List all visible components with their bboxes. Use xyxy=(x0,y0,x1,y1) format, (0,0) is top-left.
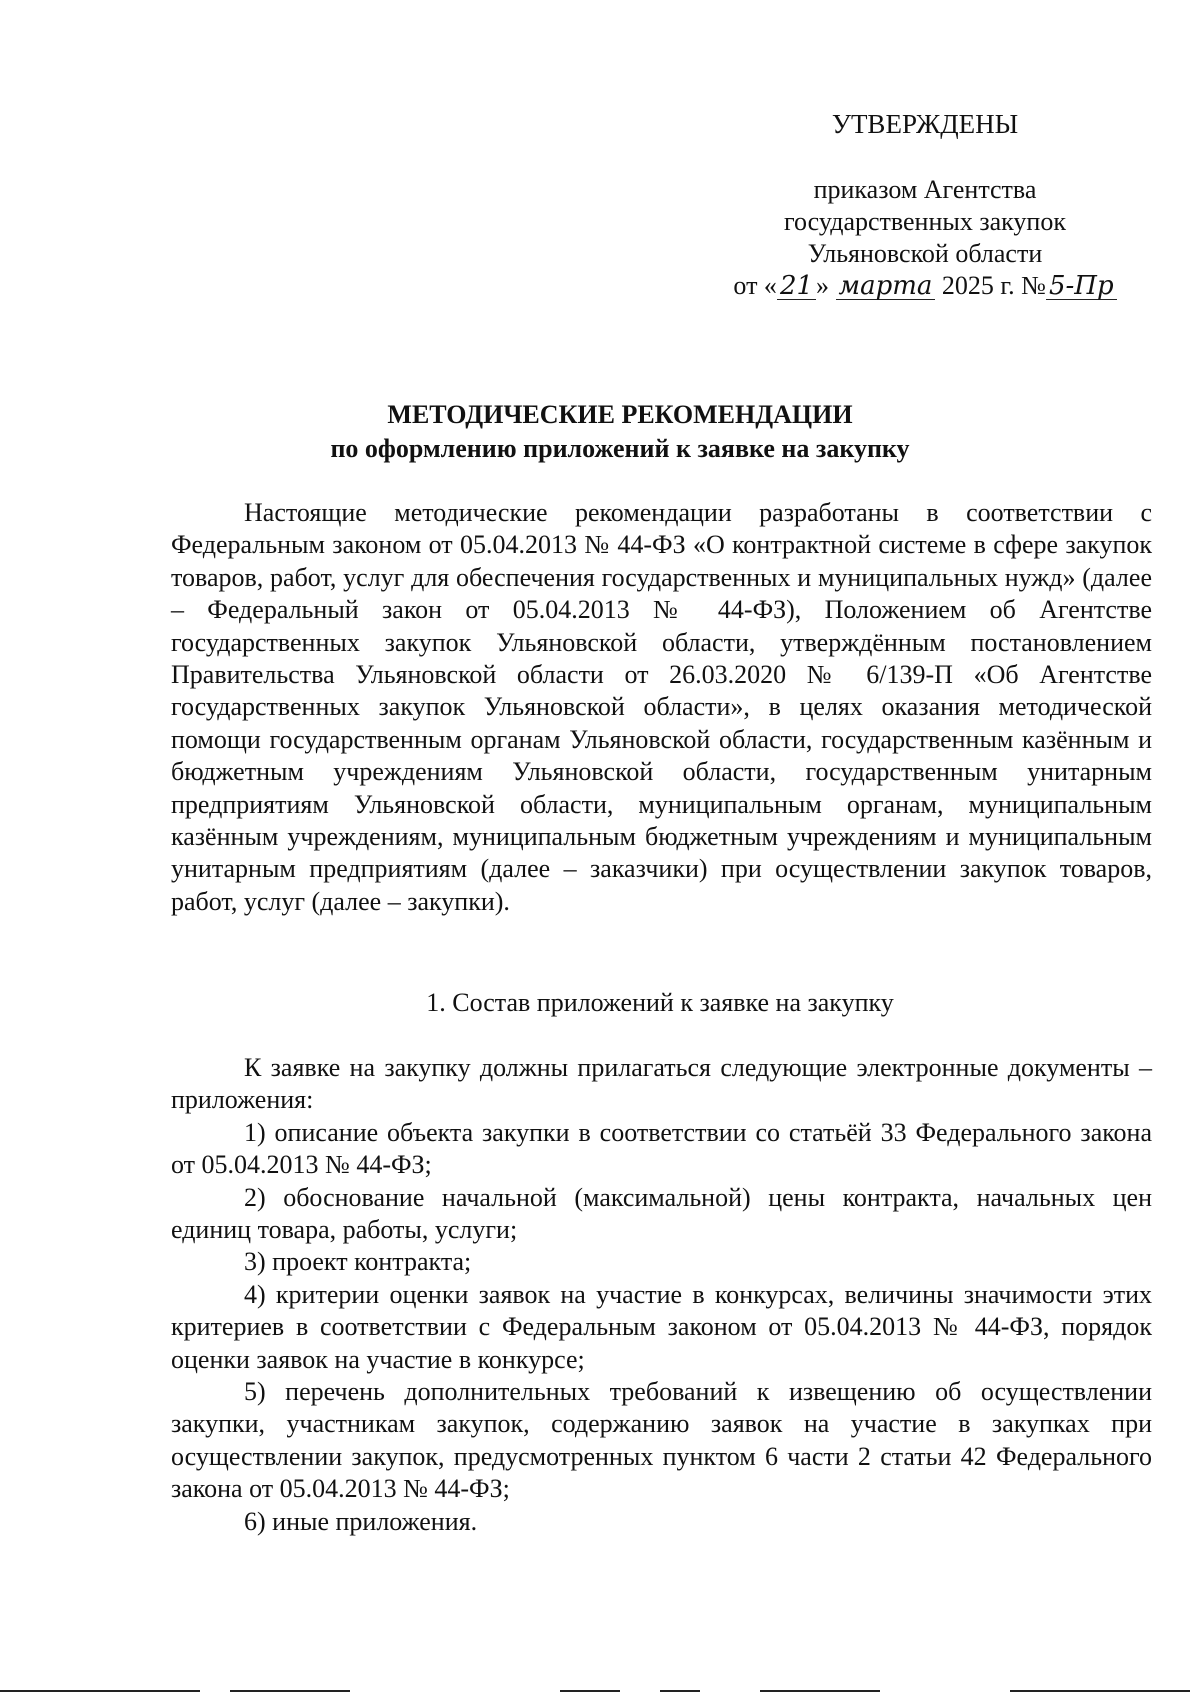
title-line-2: по оформлению приложений к заявке на закупку xyxy=(330,434,910,463)
title-line-1: МЕТОДИЧЕСКИЕ РЕКОМЕНДАЦИИ xyxy=(387,400,853,429)
handwritten-month: марта xyxy=(836,273,936,300)
date-prefix: от « xyxy=(733,271,777,300)
list-item: 3) проект контракта; xyxy=(244,1247,472,1277)
list-item: 5) перечень дополнительных требований к извещению об осуществлении закупки, участникам закупок, содержанию заявок на участие в закупках при осуществлении закупок, предусмотренных пунктом 6 части 2 статьи 42 Федерального закона от 05.04.2013 № 44-ФЗ; xyxy=(171,1377,1152,1504)
handwritten-order-number: 5-Пр xyxy=(1046,273,1117,300)
document-title xyxy=(160,398,1080,466)
date-year: 2025 г. № xyxy=(941,271,1046,300)
approval-date-line xyxy=(690,270,1160,302)
intro-paragraph: Настоящие методические рекомендации разработаны в соответствии с Федеральным законом от 05.04.2013 № 44-ФЗ «О контрактной системе в сфере закупок товаров, работ, услуг для обеспечения государственных и муниципальных нужд» (далее – Федеральный закон от 05.04.2013 № 44-ФЗ), Положением об Агентстве государственных закупок Ульяновской области, утверждённым постановлением Правительства Ульяновской области от 26.03.2020 № 6/139-П «Об Агентстве государственных закупок Ульяновской области», в целях оказания методической помощи государственным органам Ульяновской области, государственным казённым и бюджетным учреждениям Ульяновской области, государственным унитарным предприятиям Ульяновской области, муниципальным органам, муниципальным казённым учреждениям, муниципальным бюджетным учреждениям и муниципальным унитарным предприятиям (далее – заказчики) при осуществлении закупок товаров, работ, услуг (далее – закупки). xyxy=(171,498,1152,916)
list-item: 2) обоснование начальной (максимальной) цены контракта, начальных цен единиц товара, работы, услуги; xyxy=(171,1182,1152,1245)
date-day-close: » xyxy=(816,271,830,300)
attachments-list xyxy=(171,1052,1152,1538)
approval-block xyxy=(690,108,1160,302)
approval-order-line: приказом Агентства xyxy=(813,175,1037,204)
list-item: 4) критерии оценки заявок на участие в конкурсах, величины значимости этих критериев в соответствии с Федеральным законом от 05.04.2013 № 44-ФЗ, порядок оценки заявок на участие в конкурсе; xyxy=(171,1279,1152,1374)
approval-order-line: государственных закупок xyxy=(784,207,1066,236)
section-heading: 1. Состав приложений к заявке на закупку xyxy=(426,988,894,1017)
approved-heading: УТВЕРЖДЕНЫ xyxy=(831,109,1019,139)
handwritten-day: 21 xyxy=(777,273,816,300)
list-item: 6) иные приложения. xyxy=(244,1506,478,1536)
list-lead-paragraph: К заявке на закупку должны прилагаться следующие электронные документы – приложения: xyxy=(171,1053,1152,1115)
intro-section xyxy=(171,497,1152,918)
scan-edge-line xyxy=(0,1682,1200,1696)
list-item: 1) описание объекта закупки в соответствии со статьёй 33 Федерального закона от 05.04.2013 № 44-ФЗ; xyxy=(171,1117,1152,1180)
approval-order-line: Ульяновской области xyxy=(807,239,1043,268)
